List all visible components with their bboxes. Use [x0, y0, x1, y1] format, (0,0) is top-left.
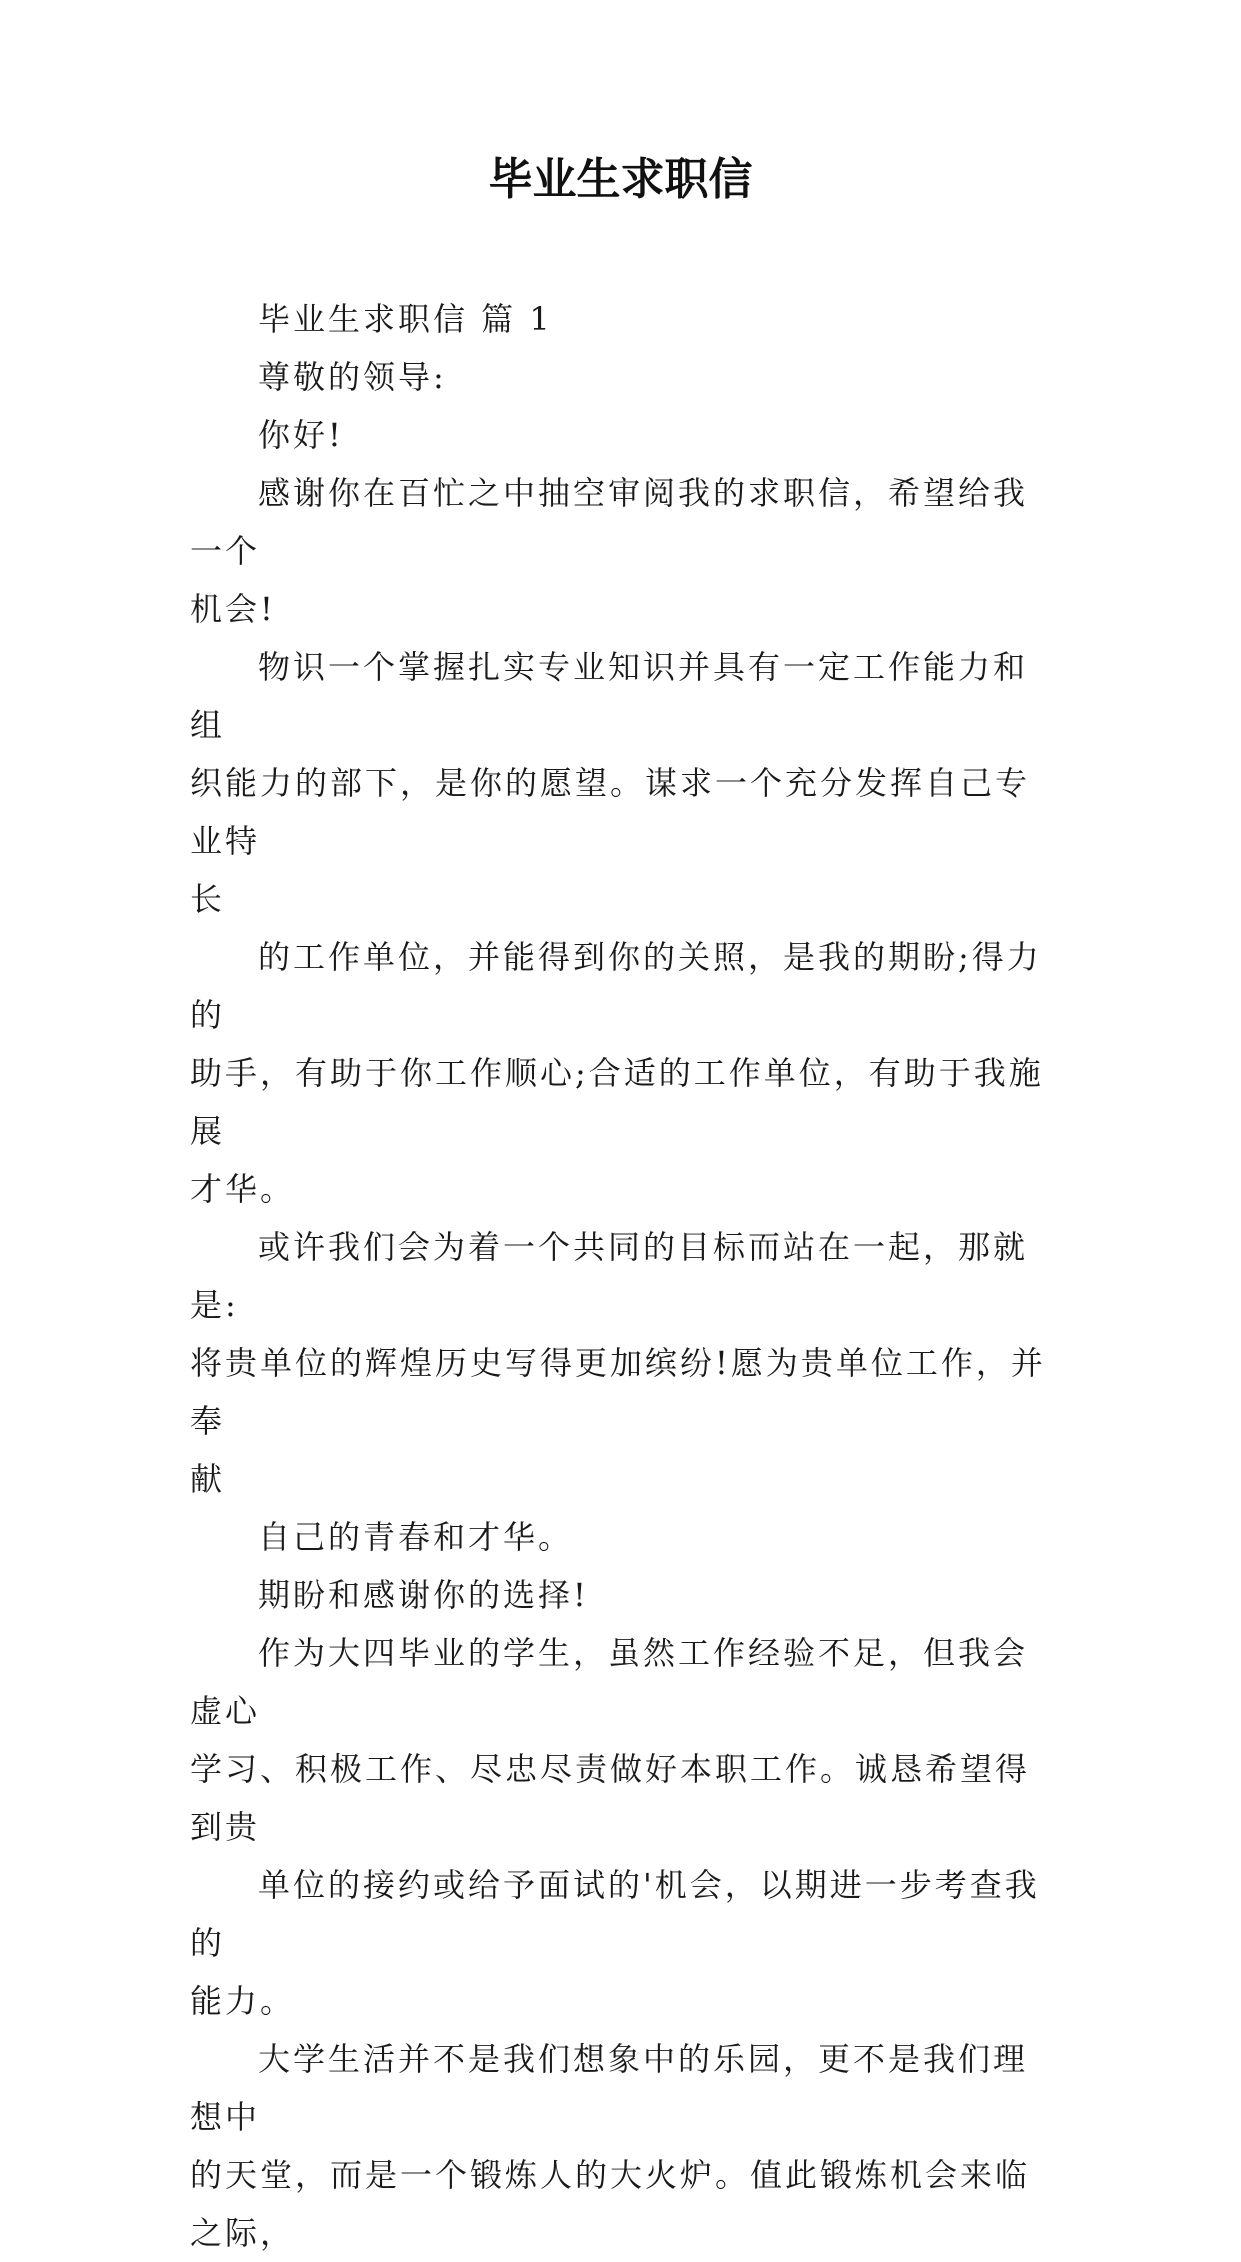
document-title: 毕业生求职信 [488, 154, 753, 205]
paragraph-salutation: 尊敬的领导: [258, 358, 447, 396]
paragraph: 期盼和感谢你的选择! [258, 1576, 589, 1614]
paragraph: 的工作单位，并能得到你的关照，是我的期盼;得力的 助手，有助于你工作顺心;合适的工作单位，有助于我施展 才华。 [190, 938, 1044, 1208]
paragraph: 作为大四毕业的学生，虽然工作经验不足，但我会虚心 学习、积极工作、尽忠尽责做好本职工作。诚恳希望得到贵 [190, 1634, 1031, 1846]
paragraph: 大学生活并不是我们想象中的乐园，更不是我们理想中 的天堂，而是一个锻炼人的大火炉。值此锻炼机会来临之际， [190, 2040, 1031, 2252]
paragraph: 物识一个掌握扎实专业知识并具有一定工作能力和组 织能力的部下，是你的愿望。谋求一个充分发挥自己专业特 长 [190, 648, 1031, 918]
paragraph: 单位的接约或给予面试的'机会，以期进一步考查我的 能力。 [190, 1866, 1040, 2020]
paragraph: 自己的青春和才华。 [258, 1518, 574, 1556]
paragraph-greeting: 你好! [258, 416, 344, 454]
paragraph: 感谢你在百忙之中抽空审阅我的求职信，希望给我一个 机会! [190, 474, 1029, 628]
paragraph-heading: 毕业生求职信 篇 1 [258, 300, 553, 338]
document-body [190, 290, 1050, 2262]
paragraph: 或许我们会为着一个共同的目标而站在一起，那就是: 将贵单位的辉煌历史写得更加缤纷!愿为贵单位工作，并奉 献 [190, 1228, 1046, 1498]
